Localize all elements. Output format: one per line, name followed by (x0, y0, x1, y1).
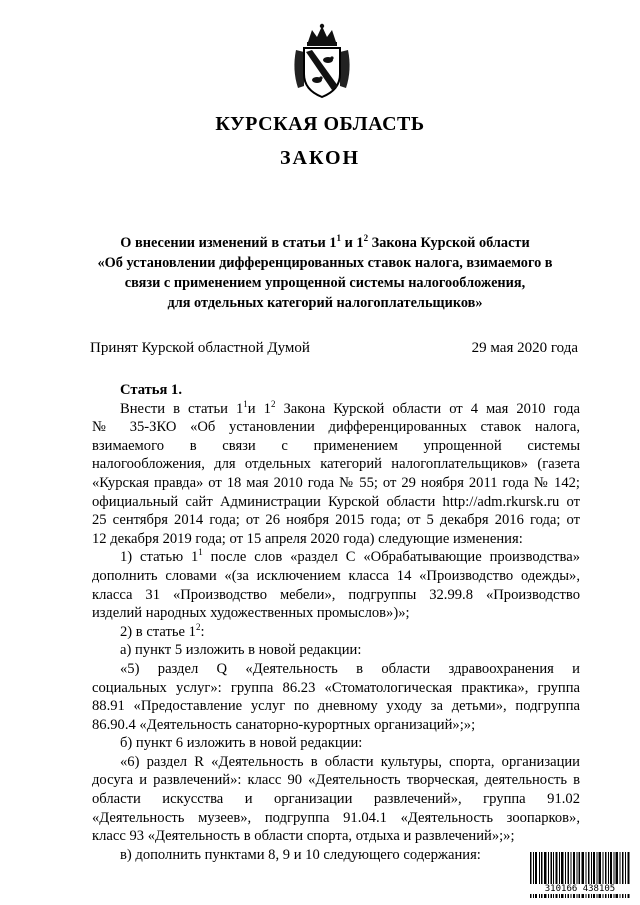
list-item-line: а) пункт 5 изложить в новой редакции: (120, 642, 362, 659)
list-item-line: в) дополнить пунктами 8, 9 и 10 следующего содержания: (120, 846, 481, 863)
quote-line: класс 93 «Деятельность в области спорта, отдыха и развлечений»;»; (92, 828, 515, 845)
list-item-line: класса 31 «Производство мебели», подгруппы 32.99.8 «Производство (92, 586, 580, 603)
list-item-line: б) пункт 6 изложить в новой редакции: (120, 735, 363, 752)
paragraph-line: «Курская правда» от 18 мая 2010 года № 55; от 29 ноября 2011 года № 142; (92, 474, 580, 491)
quote-line: «5) раздел Q «Деятельность в области здравоохранения и (120, 660, 580, 677)
adoption-date: 29 мая 2020 года (471, 340, 578, 356)
paragraph-line: 12 декабря 2019 года; от 15 апреля 2020 года) следующие изменения: (92, 530, 523, 547)
quote-line: 86.90.4 «Деятельность санаторно-курортных организаций»;»; (92, 716, 476, 733)
barcode-number: 310166 438105 (530, 884, 630, 894)
superscript: 2 (363, 233, 369, 244)
quote-line: «Деятельность музеев», подгруппа 91.04.1 «Деятельность зоопарков», (92, 809, 580, 826)
title-line-3: связи с применением упрощенной системы налогообложения, (124, 275, 526, 291)
paragraph-line: налогообложения, для отдельных категорий налогоплательщиков» (газета (92, 456, 580, 473)
title-text: Закона Курской области (368, 235, 530, 251)
title-line-2: «Об установлении дифференцированных ставок налога, взимаемого в (97, 255, 553, 271)
title-text: О внесении изменений в статьи 1 (120, 235, 337, 251)
article-body (92, 381, 580, 864)
list-item-line: 1) статью $1^1$ после слов «раздел C «Обрабатывающие производства» (120, 547, 580, 566)
quote-line: досуга и развлечений»: класс 90 «Деятельность творческая, деятельность в (92, 772, 580, 789)
document-type-heading: ЗАКОН (279, 147, 361, 169)
article-heading: Статья 1. (120, 382, 182, 398)
title-line-4: для отдельных категорий налогоплательщиков» (167, 295, 483, 311)
coat-of-arms-emblem (290, 22, 354, 100)
list-item-line: 2) в статье $1^2$: (120, 621, 205, 640)
quote-line: 88.91 «Предоставление услуг по дневному уходу за детьми», подгруппа (92, 698, 580, 715)
paragraph-line: официальный сайт Администрации Курской области http://adm.rkursk.ru от (92, 493, 580, 510)
adoption-line (90, 340, 578, 357)
paragraph-line: взимаемого в связи с применением упрощенной системы (92, 437, 580, 454)
region-heading: КУРСКАЯ ОБЛАСТЬ (215, 113, 425, 135)
quote-line: области искусства и организации развлечений», группа 91.02 (92, 791, 580, 808)
list-item-line: изделий народных художественных промыслов»)»; (92, 605, 410, 622)
title-text: и 1 (341, 235, 364, 251)
quote-line: социальных услуг»: группа 86.23 «Стоматологическая практика», группа (92, 679, 580, 696)
quote-line: «6) раздел R «Деятельность в области культуры, спорта, организации (120, 753, 580, 770)
superscript: 1 (336, 233, 342, 244)
adopted-by: Принят Курской областной Думой (90, 340, 310, 356)
paragraph-line: № 35-ЗКО «Об установлении дифференцированных ставок налога, (92, 419, 580, 436)
paragraph-line: 25 сентября 2014 года; от 26 ноября 2015 года; от 5 декабря 2016 года; от (92, 512, 580, 529)
title-line-1 (70, 233, 580, 253)
list-item-line: дополнить словами «(за исключением класса 14 «Производство одежды», (92, 567, 580, 584)
law-title (70, 233, 580, 313)
paragraph-line: Внести в статьи $1^1и$ $1^2$ Закона Курской области от 4 мая 2010 года (120, 398, 580, 417)
